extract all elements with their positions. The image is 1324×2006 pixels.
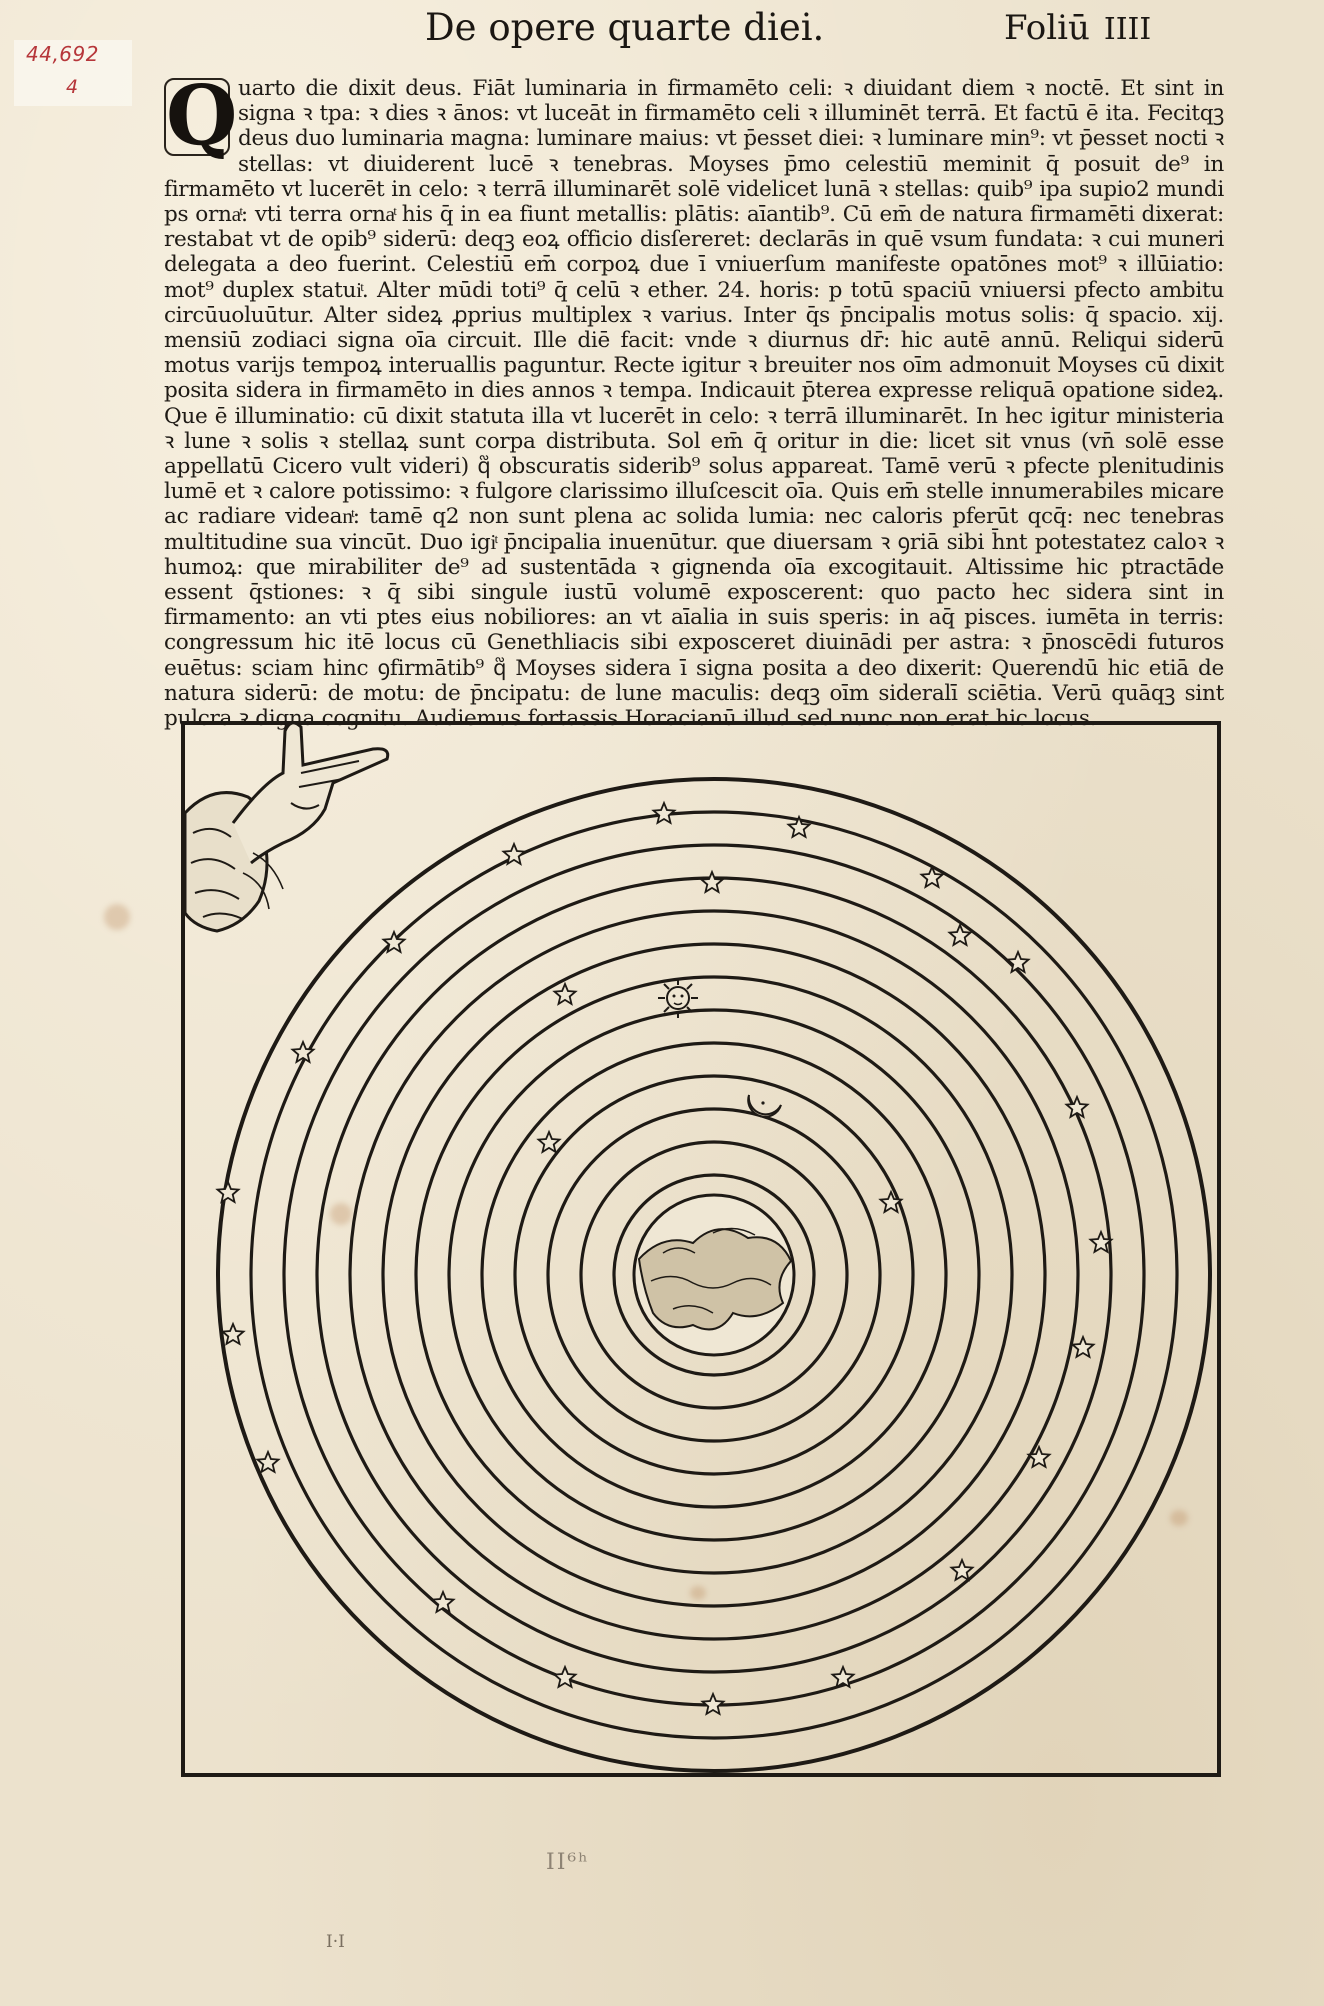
folio-heading [1004, 8, 1151, 48]
sun-icon [658, 978, 698, 1018]
folio-number: IIII [1103, 12, 1152, 47]
inventory-subnumber: 4 [66, 76, 79, 98]
star-icon [1008, 952, 1029, 972]
cosmos-woodcut-svg [173, 713, 1221, 1781]
star-icon [218, 1182, 239, 1202]
star-icon [881, 1192, 902, 1212]
page-title: De opere quarte diei. [425, 6, 825, 49]
decorated-initial: Q [166, 68, 238, 164]
star-icon [703, 1694, 724, 1714]
star-icon [654, 803, 675, 823]
folio-label: Foliū [1004, 8, 1090, 48]
footer-mark: II⁶ʰ [546, 1850, 590, 1875]
star-icon [433, 1592, 454, 1612]
star-icon [258, 1452, 279, 1472]
star-icon [1073, 1337, 1094, 1357]
foxing-stain [104, 904, 130, 930]
star-icon [555, 1667, 576, 1687]
divine-hand-icon [185, 723, 388, 931]
earth-globe-icon [634, 1195, 794, 1355]
star-icon [223, 1324, 244, 1344]
star-icon [555, 984, 576, 1004]
footer-mark-secondary: I·I [326, 1932, 345, 1952]
star-icon [702, 872, 723, 892]
inventory-number: 44,692 [26, 42, 99, 66]
cosmos-woodcut [173, 713, 1221, 1781]
body-text-block [164, 68, 1224, 732]
body-text: uarto die dixit deus. Fiāt luminaria in firmamēto celi: ꝛ diuidant diem ꝛ noctē. Et sint in signa ꝛ tpa: ꝛ dies ꝛ ānos: vt luceāt in firmamēto celi ꝛ illuminēt terrā. Et factū ē ita. Fecitqꝫ deus duo luminaria magna: luminare maius: vt p̄esset diei: ꝛ luminare min⁹: vt p̄esset nocti ꝛ stellas: vt diuiderent lucē ꝛ tenebras. Moyses p̄mo celestiū meminit q̄ posuit de⁹ in firmamēto vt lucerēt in celo: ꝛ terrā illuminarēt solē videlicet lunā ꝛ stellas: quib⁹ ipa supio2 mundi ps ornaͭ: vti terra ornaͭ his q̄ in ea fiunt metallis: plātis: aīantib⁹. Cū em̄ de natura firmamēti dixerat: restabat vt de opib⁹ siderū: deqꝫ eoꝝ officio disſereret: declarās in quē vsum fundata: ꝛ cui muneri delegata a deo fuerint. Celestiū em̄ corpoꝝ due ī vniuerſum manifeste opatōnes mot⁹ ꝛ illūiatio: mot⁹ duplex statuiͭ. Alter mūdi toti⁹ q̄ celū ꝛ ether. 24. horis: p totū spaciū vniuersi pfecto ambitu circūuoluūtur. Alter sideꝝ ꝓprius multiplex ꝛ varius. Inter q̄s p̄ncipalis motus solis: q̄ spacio. xij. mensiū zodiaci signa oīa circuit. Ille diē facit: vnde ꝛ diurnus dr̄: hic autē annū. Reliqui siderū motus varijs tempoꝝ interuallis paguntur. Recte igitur ꝛ breuiter nos oīm admonuit Moyses cū dixit posita sidera in firmamēto in dies annos ꝛ tempa. Indicauit p̄terea expresse reliquā opatione sideꝝ. Que ē illuminatio: cū dixit statuta illa vt lucerēt in celo: ꝛ terrā illuminarēt. In hec igitur ministeria ꝛ lune ꝛ solis ꝛ stellaꝝ sunt corpa distributa. Sol em̄ q̄ oritur in die: licet sit vnus (vn̄ solē esse appellatū Cicero vult videri) q᷑ obscuratis siderib⁹ solus appareat. Tamē verū ꝛ pfecte plenitudinis lumē et ꝛ calore potissimo: ꝛ fulgore clarissimo illuſcescit oīa. Quis em̄ stelle innumerabiles micare ac radiare videanͭ: tamē q2 non sunt plena ac solida lumia: nec caloris pferūt qcq̄: nec tenebras multitudine sua vincūt. Duo igiͭ p̄ncipalia inuenūtur. que diuersam ꝛ ꝯriā sibi h̄nt potestatez caloꝛ ꝛ humoꝝ: que mirabiliter de⁹ ad sustentāda ꝛ gignenda oīa excogitauit. Altissime hic ptractāde essent q̄stiones: ꝛ q̄ sibi singule iustū volumē exposcerent: quo pacto hec sidera sint in firmamento: an vti ptes eius nobiliores: an vt aīalia in suis speris: in aq̄ pisces. iumēta in terris: congressum hic itē locus cū Genethliacis sibi exposceret diuinādi per astra: ꝛ p̄noscēdi futuros euētus: sciam hinc ꝯfirmātib⁹ q᷑ Moyses sidera ī signa posita a deo dixerit: Querendū hic etiā de natura siderū: de motu: de p̄ncipatu: de lune maculis: deqꝫ oīm sideralī sciētia. Verū quāqꝫ sint pulcra ꝛ digna cognitu. Audiemus fortassis Horacianū illud sed nunc non erat hic locus. [164, 76, 1224, 732]
star-icon [539, 1132, 560, 1152]
